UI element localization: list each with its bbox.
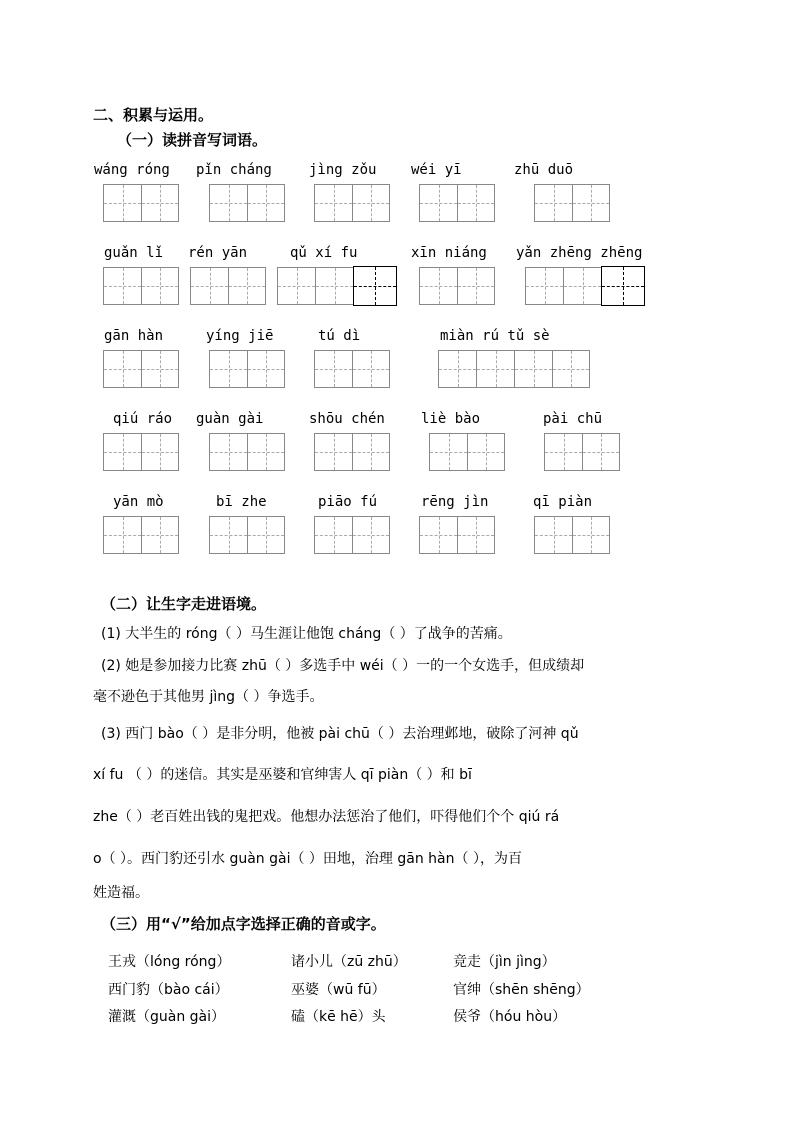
writing-box[interactable]: [103, 350, 179, 388]
section-title: 二、积累与运用。: [93, 106, 214, 124]
pinyin-label: tú dì: [318, 328, 361, 344]
pinyin-label: qǔ xí fu: [290, 245, 358, 261]
choice-item[interactable]: 官绅（shēn shēng）: [453, 982, 590, 998]
choice-item[interactable]: 巫婆（wū fū）: [291, 982, 386, 998]
writing-box[interactable]: [419, 184, 495, 222]
writing-box[interactable]: [103, 516, 179, 554]
writing-box[interactable]: [429, 433, 505, 471]
writing-box[interactable]: [314, 516, 390, 554]
writing-box[interactable]: [525, 267, 645, 305]
pinyin-label: guàn gài: [196, 411, 264, 427]
pinyin-row-2: [0, 245, 794, 305]
writing-box[interactable]: [103, 184, 179, 222]
writing-box[interactable]: [209, 433, 285, 471]
choice-item[interactable]: 灌溉（guàn gài）: [108, 1009, 226, 1025]
choice-item[interactable]: 西门豹（bào cái）: [108, 982, 229, 998]
choice-item[interactable]: 侯爷（hóu hòu）: [453, 1009, 567, 1025]
writing-box[interactable]: [544, 433, 620, 471]
pinyin-row-3: [0, 328, 794, 388]
part2-q1: (1) 大半生的 róng（ ）马生涯让他饱 cháng（ ）了战争的苦痛。: [101, 626, 512, 642]
part3-title: （三）用“√”给加点字选择正确的音或字。: [101, 915, 386, 933]
writing-box[interactable]: [419, 516, 495, 554]
part2-q2a: (2) 她是参加接力比赛 zhū（ ）多选手中 wéi（ ）一的一个女选手，但成绩却: [101, 658, 585, 674]
writing-box[interactable]: [438, 350, 590, 388]
pinyin-label: yān mò: [113, 494, 164, 510]
writing-box[interactable]: [209, 184, 285, 222]
writing-box[interactable]: [190, 267, 266, 305]
writing-box[interactable]: [277, 267, 397, 305]
pinyin-label: piāo fú: [318, 494, 378, 510]
pinyin-row-4: [0, 411, 794, 471]
part2-q3e: 姓造福。: [93, 885, 149, 901]
writing-box[interactable]: [314, 184, 390, 222]
writing-box[interactable]: [314, 433, 390, 471]
writing-box[interactable]: [534, 184, 610, 222]
writing-box[interactable]: [314, 350, 390, 388]
pinyin-label: xīn niáng: [411, 245, 487, 261]
writing-box[interactable]: [419, 267, 495, 305]
writing-box[interactable]: [209, 350, 285, 388]
part2-q3c: zhe（ ）老百姓出钱的鬼把戏。他想办法惩治了他们，吓得他们个个 qiú rá: [93, 809, 560, 825]
pinyin-label: rén yān: [188, 245, 248, 261]
writing-box[interactable]: [209, 516, 285, 554]
writing-box[interactable]: [103, 433, 179, 471]
writing-box[interactable]: [103, 267, 179, 305]
pinyin-label: rēng jìn: [421, 494, 489, 510]
part2-title: （二）让生字走进语境。: [101, 595, 267, 613]
pinyin-label: zhū duō: [514, 162, 574, 178]
choice-item[interactable]: 诸小儿（zū zhū）: [291, 954, 407, 970]
part2-q3b: xí fu （ ）的迷信。其实是巫婆和官绅害人 qī piàn（ ）和 bī: [93, 767, 472, 783]
choice-item[interactable]: 磕（kē hē）头: [291, 1009, 386, 1025]
pinyin-label: guǎn lǐ: [104, 245, 164, 261]
pinyin-label: qī piàn: [533, 494, 593, 510]
pinyin-label: pǐn cháng: [196, 162, 272, 178]
part2-q2b: 毫不逊色于其他男 jìng（ ）争选手。: [93, 689, 324, 705]
pinyin-label: yǎn zhēng zhēng: [516, 245, 643, 261]
part1-title: （一）读拼音写词语。: [117, 131, 268, 149]
pinyin-label: pài chū: [543, 411, 603, 427]
pinyin-label: wáng róng: [94, 162, 170, 178]
pinyin-label: gān hàn: [104, 328, 164, 344]
pinyin-label: qiú ráo: [113, 411, 173, 427]
pinyin-row-1: [0, 162, 794, 222]
pinyin-label: jìng zǒu: [309, 162, 377, 178]
part2-q3d: o（ ）。西门豹还引水 guàn gài（ ）田地，治理 gān hàn（ ），为百: [93, 851, 522, 867]
writing-box[interactable]: [534, 516, 610, 554]
pinyin-label: liè bào: [421, 411, 481, 427]
pinyin-label: miàn rú tǔ sè: [440, 328, 550, 344]
pinyin-row-5: [0, 494, 794, 554]
choice-item[interactable]: 王戎（lóng róng）: [108, 954, 231, 970]
part2-q3a: (3) 西门 bào（ ）是非分明，他被 pài chū（ ）去治理邺地，破除了河神 qǔ: [101, 726, 579, 742]
pinyin-label: bī zhe: [216, 494, 267, 510]
pinyin-label: wéi yī: [411, 162, 462, 178]
pinyin-label: shōu chén: [309, 411, 385, 427]
choice-item[interactable]: 竞走（jìn jìng）: [453, 954, 556, 970]
pinyin-label: yíng jiē: [206, 328, 274, 344]
